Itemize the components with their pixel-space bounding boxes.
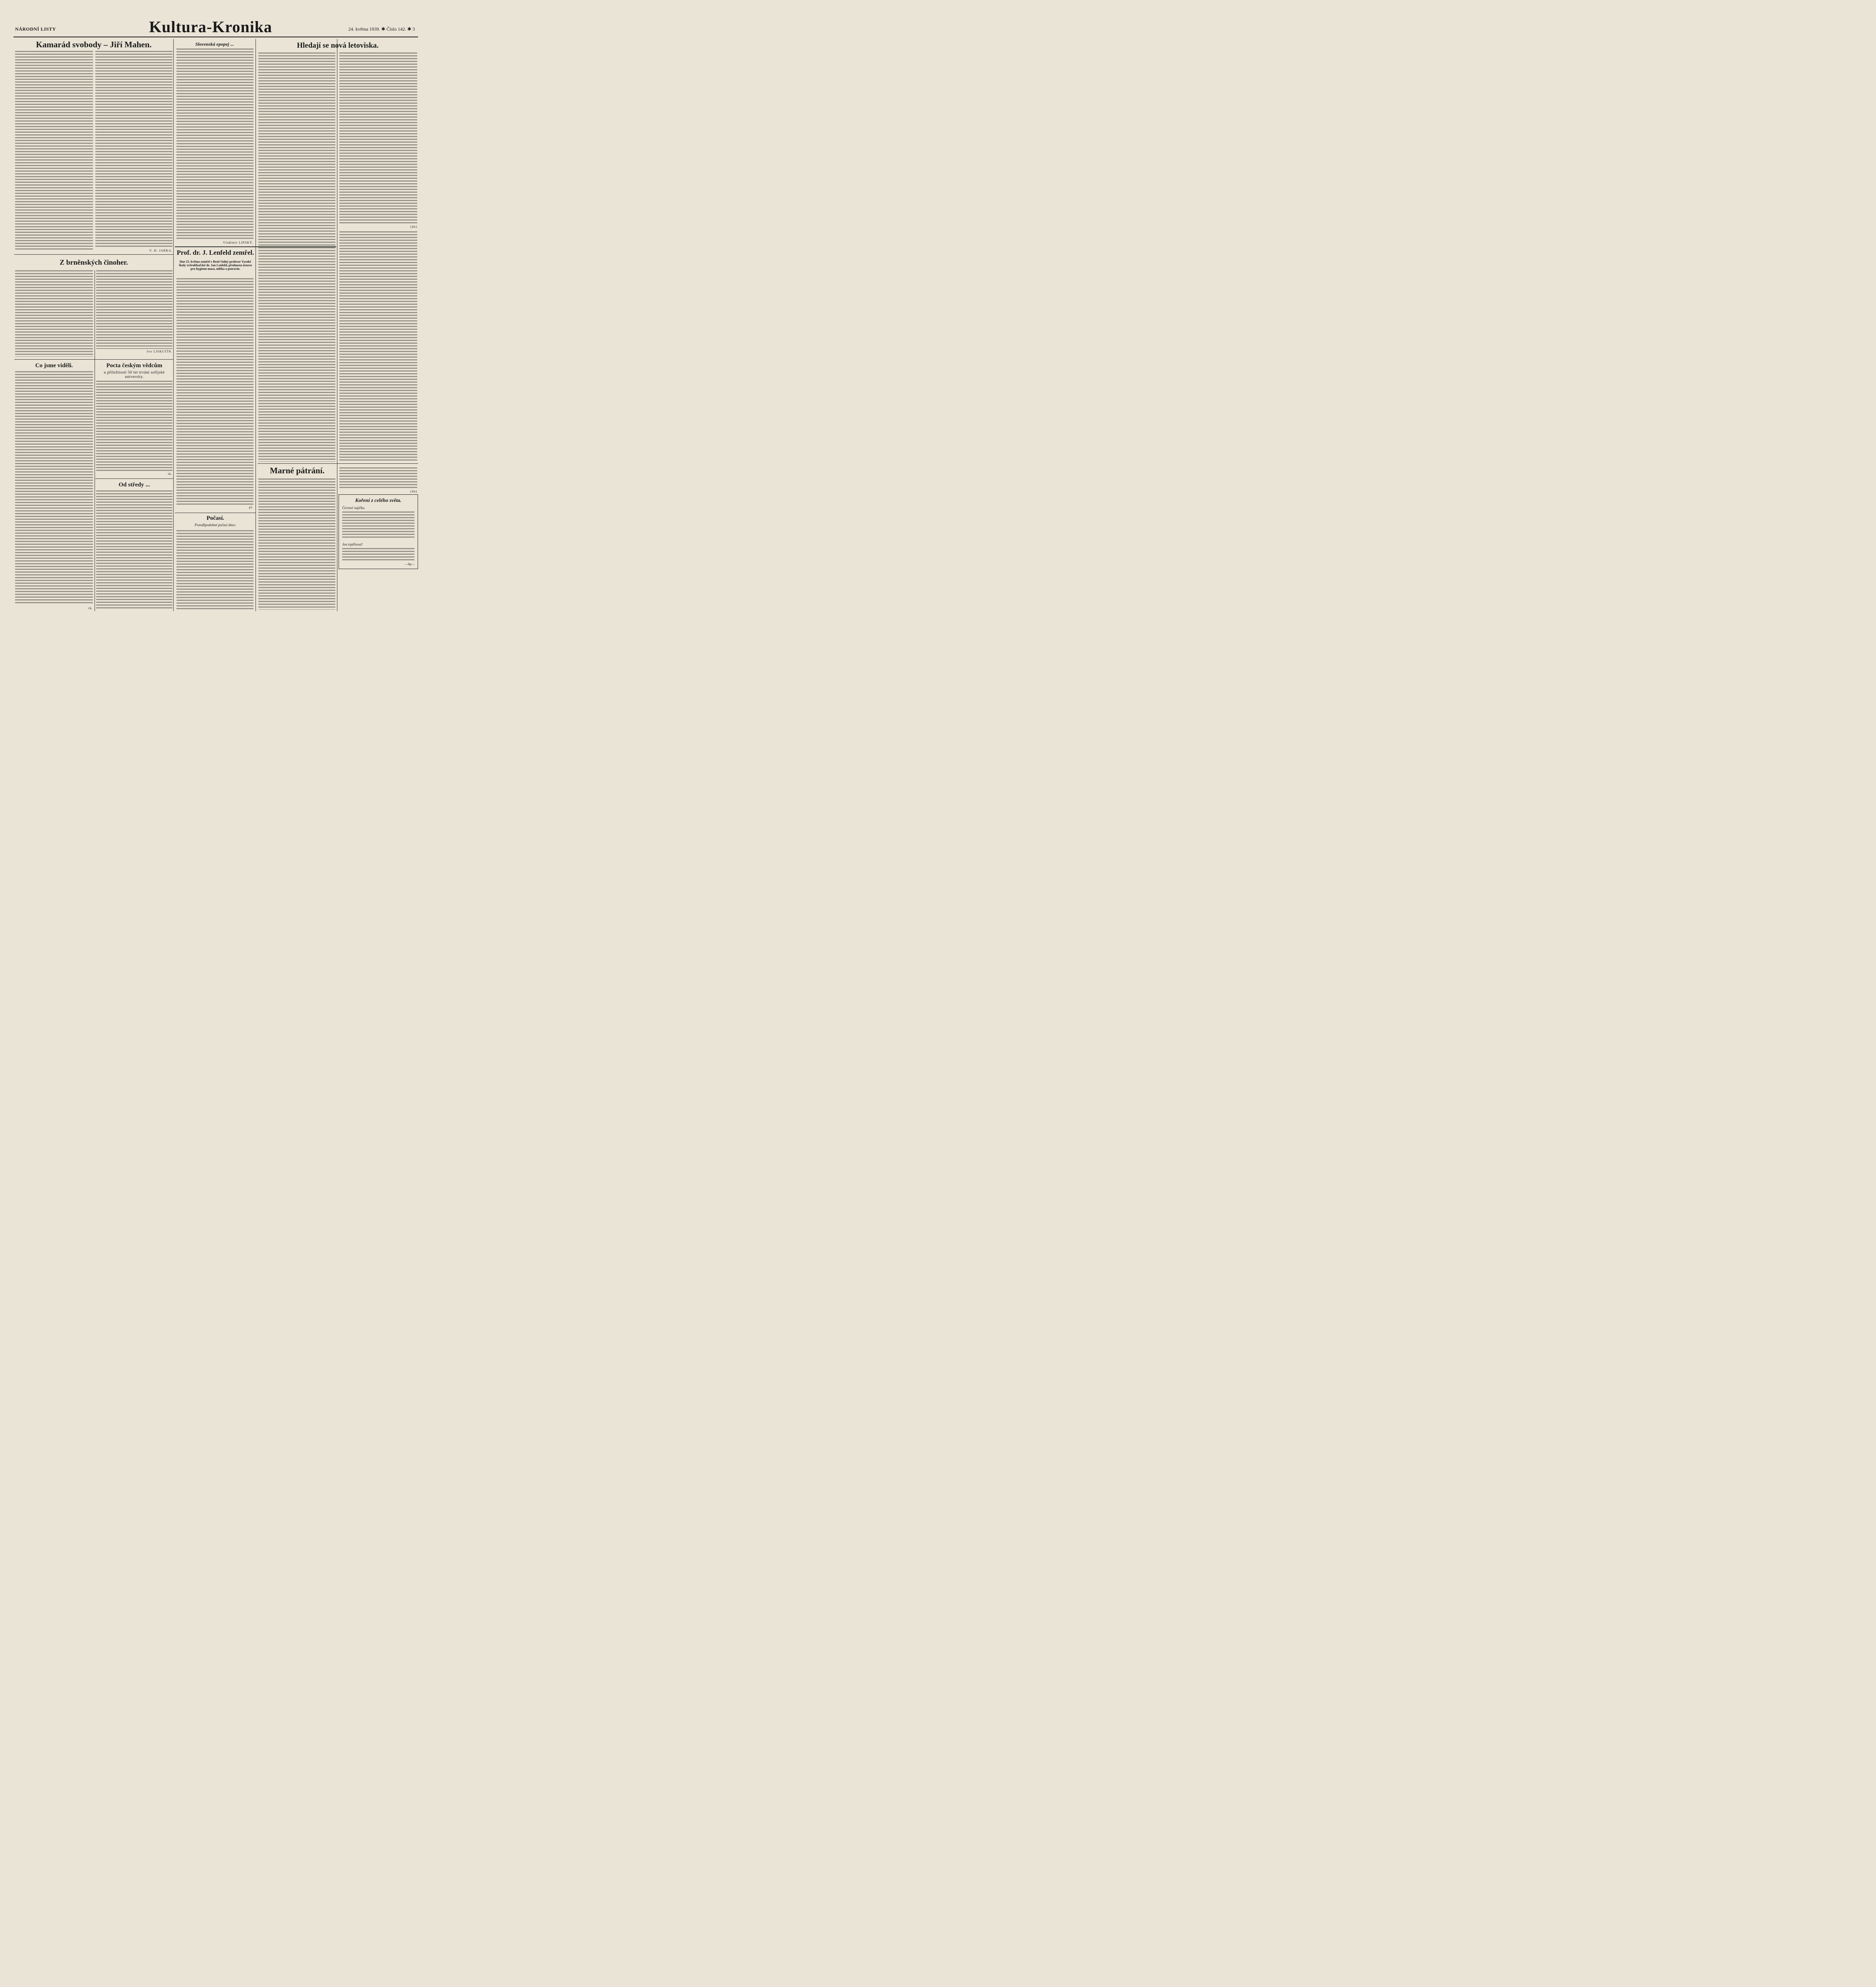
article-text-kronika-col: [339, 231, 417, 462]
byline-videli: rk.: [88, 606, 93, 610]
section-divider: [95, 478, 173, 479]
koreni-item1-text: [342, 511, 414, 539]
article-text-cinohry-col2: [96, 270, 172, 349]
article-text-patrani-col1: [258, 478, 335, 610]
headline-lenfeld: Prof. dr. J. Lenfeld zemřel.: [176, 249, 254, 256]
box-koreni: [339, 494, 418, 569]
headline-letoviska: Hledají se nová letoviska.: [297, 41, 379, 50]
byline-lenfeld: pl.: [249, 505, 254, 509]
byline-letoviska: (dn): [410, 225, 417, 229]
article-text-streda: [96, 490, 172, 610]
article-text-pocta: [96, 381, 172, 471]
section-title: Kultura-Kronika: [149, 18, 272, 36]
subtitle-pocasi: Pravděpodobné počasí dnes:: [194, 523, 236, 527]
article-text-patrani-col2: [339, 467, 417, 489]
byline-koreni: —hp—: [405, 562, 414, 566]
byline-pocta: rk.: [168, 472, 172, 476]
article-text-videli: [15, 371, 93, 605]
lead-lenfeld: Dne 23. května zemřel v Brně řádný profesor Vysoké školy zvěrolékařské dr. Jan Lenfeld, přednosta ústavu pro hygienu masa, mléka a potravin.: [178, 260, 252, 271]
headline-slovenska: Slovenská epopej ...: [195, 41, 234, 47]
article-text-lenfeld: [176, 278, 254, 505]
article-text-slovenska: [176, 48, 254, 239]
byline-slovenska: Vladimír LIPSKÝ.: [223, 241, 254, 244]
article-text-letoviska-col1: [258, 52, 335, 462]
section-divider: [257, 463, 418, 464]
article-text-pocasi: [176, 530, 254, 610]
headline-videli: Co jsme viděli.: [35, 362, 73, 369]
article-text-kamarad-col1: [15, 51, 93, 250]
byline-cinohry: Ivo LISKUTÍN.: [147, 350, 172, 353]
headline-cinohry: Z brněnských činoher.: [60, 258, 128, 266]
headline-streda: Od středy ...: [118, 482, 150, 488]
byline-patrani: (dn): [410, 490, 417, 493]
article-text-letoviska-col2: [339, 52, 417, 223]
headline-koreni: Koření z celého světa.: [355, 497, 402, 503]
article-text-cinohry-col1: [15, 270, 93, 357]
section-divider: [14, 359, 173, 360]
headline-patrani: Marné pátrání.: [270, 466, 325, 475]
column-rule: [173, 39, 174, 611]
byline-kamarad: V. H. JARKA.: [149, 249, 172, 252]
koreni-item1-title: Čerstvé vajíčko.: [342, 506, 365, 510]
article-text-kamarad-col2: [95, 51, 172, 248]
subtitle-pocta: u příležitosti 50 let trvání sofijské university.: [104, 370, 165, 379]
headline-pocta: Pocta českým vědcům: [106, 362, 163, 369]
paper-name: NÁRODNÍ LISTY: [15, 26, 56, 32]
section-divider: [14, 254, 173, 255]
newspaper-page: [0, 0, 432, 623]
headline-kamarad: Kamarád svobody – Jiří Mahen.: [36, 40, 152, 49]
koreni-item2-title: Jen trpělivost!: [342, 542, 363, 546]
koreni-item2-text: [342, 548, 414, 562]
date-issue-line: 24. května 1939. ✱ Číslo 142. ✱ 3: [348, 26, 415, 32]
headline-pocasi: Počasí.: [206, 515, 225, 521]
